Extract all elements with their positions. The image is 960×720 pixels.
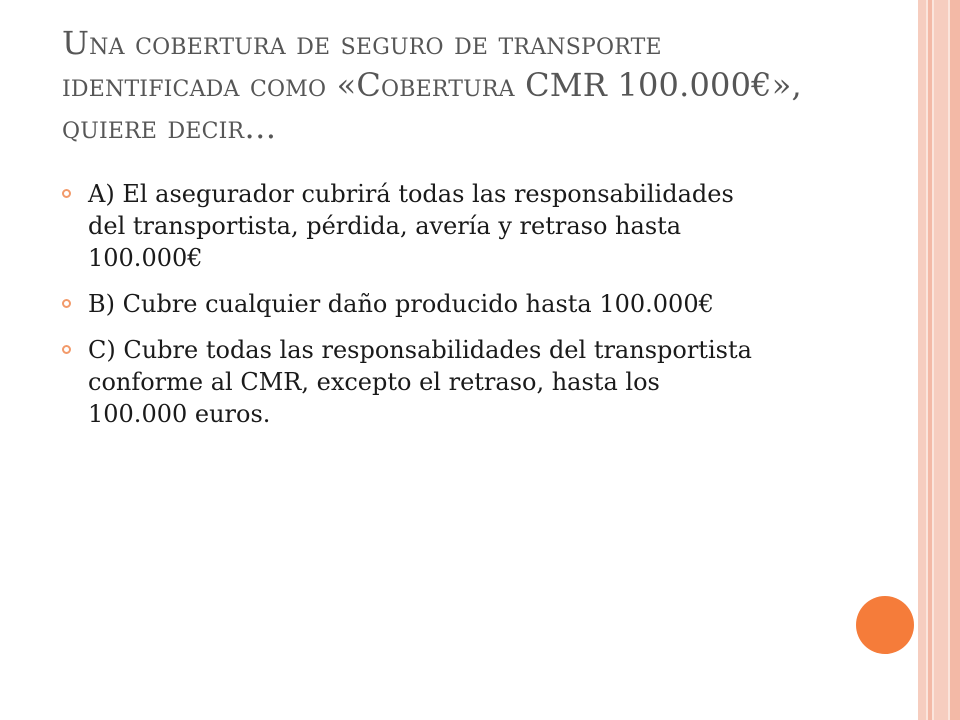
bullet-text: C) Cubre todas las responsabilidades del transportista conforme al CMR, excepto el retraso, hasta los 100.000 euros. [88,336,752,428]
decorative-stripe [918,0,926,720]
bullet-item-c [62,334,762,430]
bullet-ring-icon [62,299,71,308]
accent-circle-decoration [856,596,914,654]
bullet-list [62,178,762,444]
bullet-ring-icon [62,189,71,198]
bullet-item-a [62,178,762,274]
bullet-ring-icon [62,345,71,354]
bullet-text: A) El asegurador cubrirá todas las responsabilidades del transportista, pérdida, avería y retraso hasta 100.000€ [88,180,734,272]
decorative-stripe [950,0,960,720]
slide-title: Una cobertura de seguro de transporte identificada como «Cobertura CMR 100.000€», quiere decir… [62,24,802,146]
bullet-item-b [62,288,762,320]
bullet-text: B) Cubre cualquier daño producido hasta 100.000€ [88,290,714,318]
decorative-stripe [934,0,948,720]
